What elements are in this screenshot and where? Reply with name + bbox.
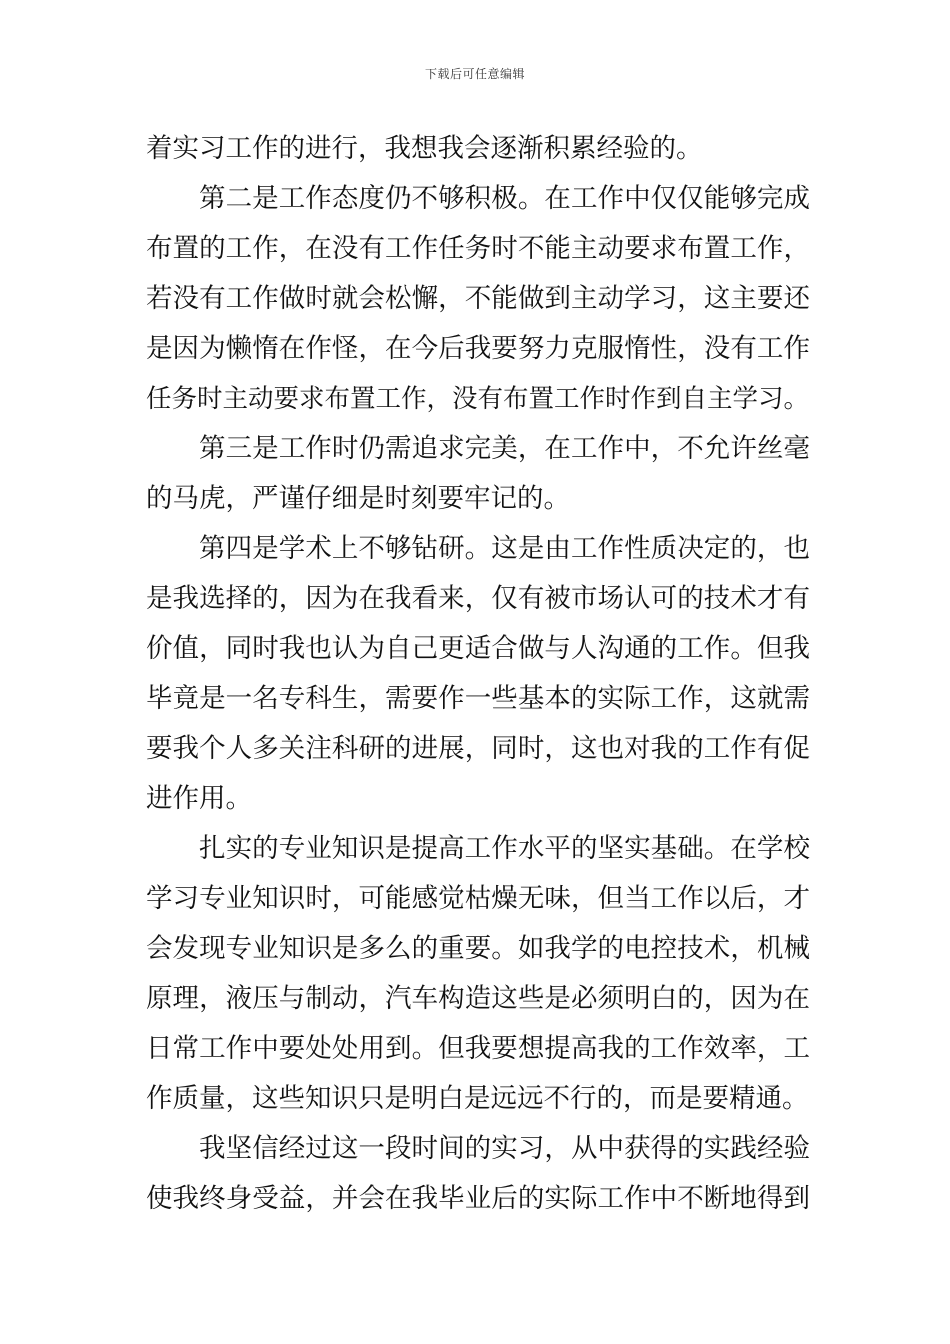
text-line: 我坚信经过这一段时间的实习，从中获得的实践经验 — [199, 1133, 810, 1164]
text-line: 会发现专业知识是多么的重要。如我学的电控技术，机械 — [146, 933, 810, 964]
text-line: 是因为懒惰在作怪，在今后我要努力克服惰性，没有工作 — [146, 333, 810, 364]
text-line: 是我选择的，因为在我看来，仅有被市场认可的技术才有 — [146, 583, 810, 614]
text-line: 的马虎，严谨仔细是时刻要牢记的。 — [146, 483, 570, 514]
text-line: 作质量，这些知识只是明白是远远不行的，而是要精通。 — [146, 1083, 809, 1114]
text-line: 第三是工作时仍需追求完美，在工作中，不允许丝毫 — [199, 433, 810, 464]
text-line: 原理，液压与制动，汽车构造这些是必须明白的，因为在 — [146, 983, 810, 1014]
text-line: 价值，同时我也认为自己更适合做与人沟通的工作。但我 — [146, 633, 810, 664]
text-line: 若没有工作做时就会松懈，不能做到主动学习，这主要还 — [146, 283, 810, 314]
text-line: 学习专业知识时，可能感觉枯燥无味，但当工作以后，才 — [146, 883, 810, 914]
text-line: 第二是工作态度仍不够积极。在工作中仅仅能够完成 — [199, 183, 810, 214]
text-line: 第四是学术上不够钻研。这是由工作性质决定的，也 — [199, 533, 810, 564]
text-line: 要我个人多关注科研的进展，同时，这也对我的工作有促 — [146, 733, 810, 764]
text-line: 毕竟是一名专科生，需要作一些基本的实际工作，这就需 — [146, 683, 810, 714]
text-line: 着实习工作的进行，我想我会逐渐积累经验的。 — [146, 133, 703, 164]
text-line: 使我终身受益，并会在我毕业后的实际工作中不断地得到 — [146, 1183, 810, 1214]
text-line: 任务时主动要求布置工作，没有布置工作时作到自主学习。 — [146, 384, 810, 414]
page-header: 下载后可任意编辑 — [424, 67, 525, 81]
text-line: 进作用。 — [146, 783, 252, 814]
text-line: 布置的工作，在没有工作任务时不能主动要求布置工作， — [146, 233, 810, 264]
document-body — [146, 124, 810, 1224]
text-line: 日常工作中要处处用到。但我要想提高我的工作效率，工 — [146, 1033, 810, 1064]
text-line: 扎实的专业知识是提高工作水平的坚实基础。在学校 — [199, 833, 810, 864]
